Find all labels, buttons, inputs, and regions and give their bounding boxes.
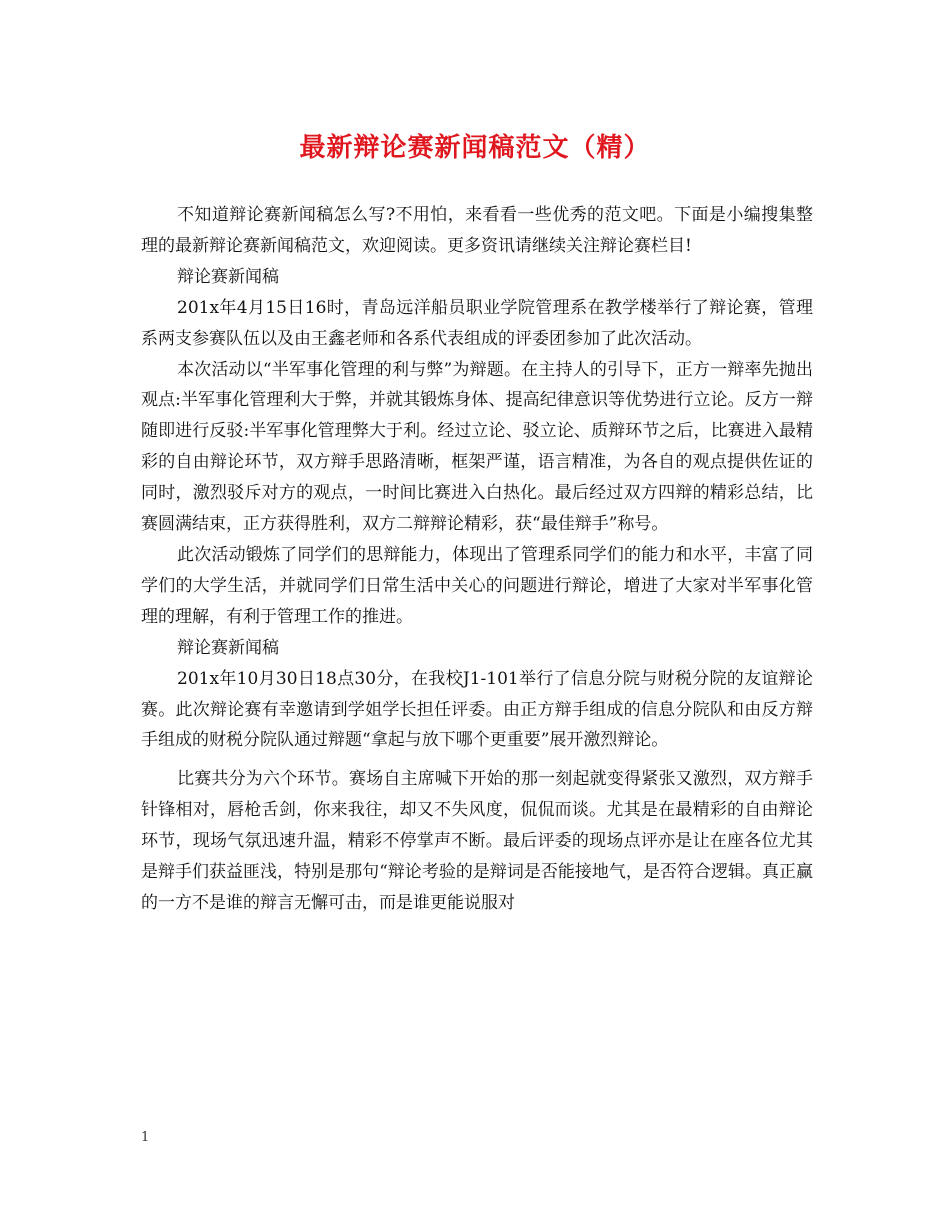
section-heading: 辩论赛新闻稿: [177, 266, 279, 287]
body-paragraph: 比赛共分为六个环节。赛场自主席喊下开始的那一刻起就变得紧张又激烈，双方辩手针锋相对，唇枪舌剑，你来我往，却又不失风度，侃侃而谈。尤其是在最精彩的自由辩论环节，现场气氛迅速升温，精彩不停掌声不断。最后评委的现场点评亦是让在座各位尤其是辩手们获益匪浅，特别是那句“辩论考验的是辩词是否能接地气，是否符合逻辑。真正赢的一方不是谁的辩言无懈可击，而是谁更能说服对: [141, 769, 813, 913]
body-paragraph: 此次活动锻炼了同学们的思辩能力，体现出了管理系同学们的能力和水平，丰富了同学们的大学生活，并就同学们日常生活中关心的问题进行辩论，增进了大家对半军事化管理的理解，有利于管理工作的推进。: [141, 544, 813, 627]
body-paragraph: 201x年4月15日16时，青岛远洋船员职业学院管理系在教学楼举行了辩论赛，管理系两支参赛队伍以及由王鑫老师和各系代表组成的评委团参加了此次活动。: [141, 297, 813, 349]
document-body: [141, 200, 813, 919]
body-paragraph: 201x年10月30日18点30分，在我校J1-101举行了信息分院与财税分院的友谊辩论赛。此次辩论赛有幸邀请到学姐学长担任评委。由正方辩手组成的信息分院队和由反方辩手组成的财税分院队通过辩题“拿起与放下哪个更重要”展开激烈辩论。: [141, 668, 813, 751]
document-title: 最新辩论赛新闻稿范文（精）: [299, 133, 651, 163]
body-paragraph: 本次活动以“半军事化管理的利与弊”为辩题。在主持人的引导下，正方一辩率先抛出观点:半军事化管理利大于弊，并就其锻炼身体、提高纪律意识等优势进行立论。反方一辩随即进行反驳:半军事化管理弊大于利。经过立论、驳立论、质辩环节之后，比赛进入最精彩的自由辩论环节，双方辩手思路清晰，框架严谨，语言精准，为各自的观点提供佐证的同时，激烈驳斥对方的观点，一时间比赛进入白热化。最后经过双方四辩的精彩总结，比赛圆满结束，正方获得胜利，双方二辩辩论精彩，获“最佳辩手”称号。: [141, 359, 813, 535]
page-number: 1: [141, 1130, 150, 1145]
section-heading: 辩论赛新闻稿: [177, 637, 279, 658]
intro-paragraph: 不知道辩论赛新闻稿怎么写?不用怕，来看看一些优秀的范文吧。下面是小编搜集整理的最新辩论赛新闻稿范文，欢迎阅读。更多资讯请继续关注辩论赛栏目!: [141, 205, 813, 256]
